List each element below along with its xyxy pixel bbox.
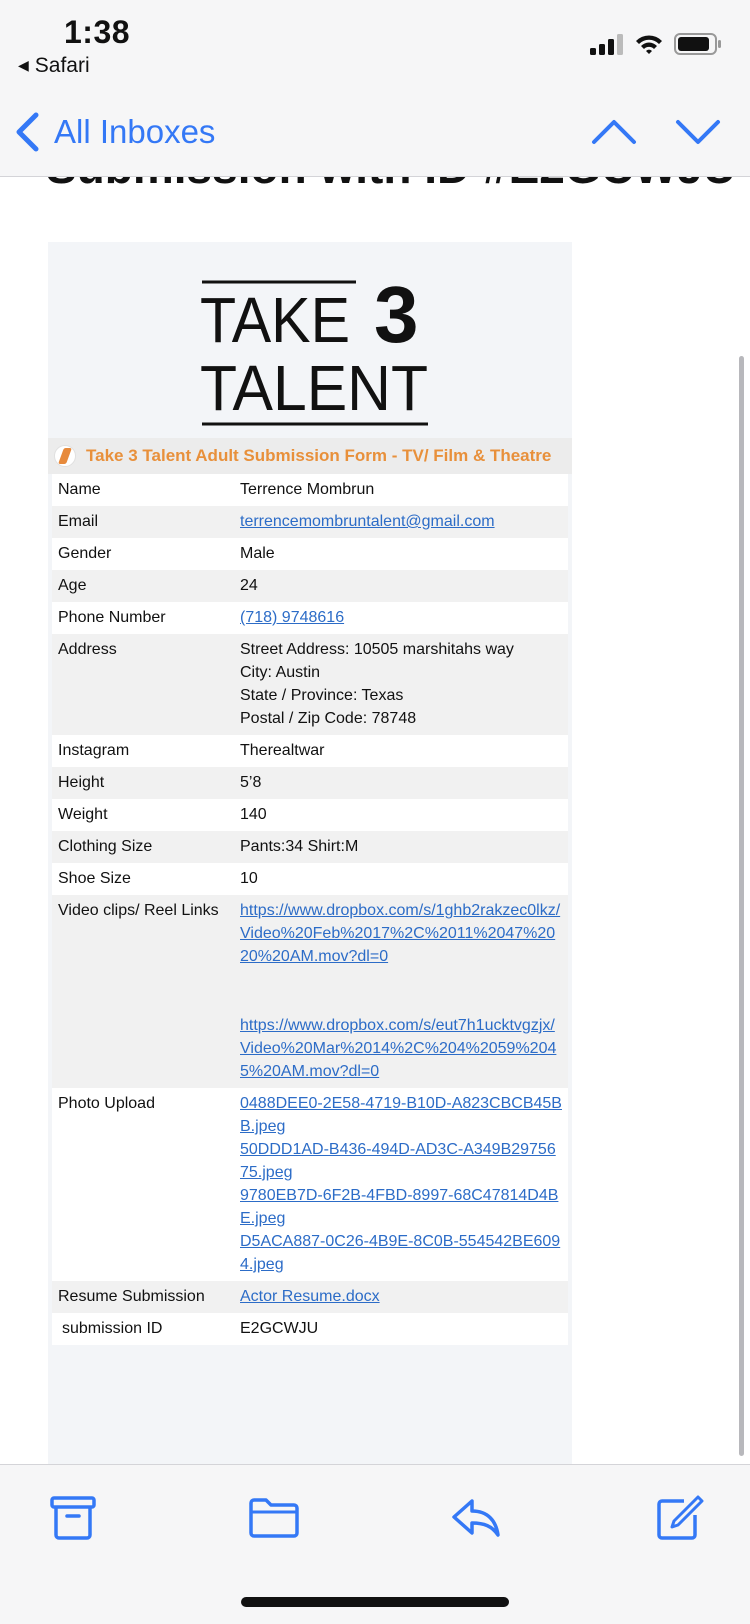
field-value: 5’8 <box>240 774 262 791</box>
photo-link[interactable]: 9780EB7D-6F2B-4FBD-8997-68C47814D4BE.jpeg <box>240 1187 559 1227</box>
resume-link[interactable]: Actor Resume.docx <box>240 1288 380 1305</box>
address-value <box>240 638 568 730</box>
field-value: 24 <box>240 577 258 594</box>
logo-graphic <box>160 242 460 438</box>
field-value: Pants:34 Shirt:M <box>240 838 359 855</box>
field-value: Terrence Mombrun <box>240 481 375 498</box>
photo-link[interactable]: D5ACA887-0C26-4B9E-8C0B-554542BE6094.jpeg <box>240 1233 561 1273</box>
back-app-label: Safari <box>34 54 90 77</box>
field-label: Clothing Size <box>58 838 153 855</box>
field-label: Photo Upload <box>58 1095 155 1112</box>
field-label: Phone Number <box>58 609 166 626</box>
field-label: Height <box>58 774 105 791</box>
field-value: 140 <box>240 806 267 823</box>
status-bar <box>0 0 750 100</box>
field-value: Male <box>240 545 275 562</box>
reply-icon[interactable] <box>450 1495 502 1541</box>
address-street: Street Address: 10505 marshitahs way <box>240 641 514 658</box>
photo-link[interactable]: 0488DEE0-2E58-4719-B10D-A823CBCB45BB.jpeg <box>240 1095 562 1135</box>
field-label: Resume Submission <box>58 1288 205 1305</box>
status-icons <box>590 32 722 56</box>
link-spacer <box>240 968 564 1014</box>
field-label: Email <box>58 513 99 530</box>
back-triangle-icon: ◀ <box>18 57 29 73</box>
field-row-phone <box>52 602 568 634</box>
field-row-resume <box>52 1281 568 1313</box>
field-label: Video clips/ Reel Links <box>58 902 219 919</box>
video-links <box>240 899 568 1083</box>
cellular-signal-icon <box>590 33 624 55</box>
field-row-video-links <box>52 895 568 1088</box>
battery-icon <box>674 32 722 56</box>
address-city: City: Austin <box>240 664 321 681</box>
chevron-left-icon <box>14 112 40 152</box>
field-row-gender <box>52 538 568 570</box>
wifi-icon <box>634 33 664 55</box>
field-row-clothing-size <box>52 831 568 863</box>
archive-icon[interactable] <box>48 1495 98 1541</box>
address-zip: Postal / Zip Code: 78748 <box>240 710 417 727</box>
mail-nav-bar <box>0 100 750 177</box>
all-inboxes-label: All Inboxes <box>54 113 216 150</box>
field-value: E2GCWJU <box>240 1320 319 1337</box>
svg-text:TALENT: TALENT <box>200 352 428 424</box>
field-label: Weight <box>58 806 108 823</box>
field-row-submission-id <box>52 1313 568 1345</box>
scroll-indicator[interactable] <box>739 356 744 1456</box>
svg-text:3: 3 <box>374 270 419 359</box>
field-label: Address <box>58 641 117 658</box>
submission-fields-table <box>52 474 568 1345</box>
phone-link[interactable]: (718) 9748616 <box>240 609 345 626</box>
field-label: Gender <box>58 545 112 562</box>
email-link[interactable]: terrencemombruntalent@gmail.com <box>240 513 495 530</box>
all-inboxes-back-button[interactable] <box>14 110 215 154</box>
field-value: Therealtwar <box>240 742 325 759</box>
field-label: submission ID <box>62 1320 163 1337</box>
photo-links <box>240 1092 568 1276</box>
field-row-instagram <box>52 735 568 767</box>
form-logo-icon <box>54 445 76 467</box>
message-nav-arrows <box>590 114 722 148</box>
field-row-address <box>52 634 568 735</box>
mail-toolbar <box>0 1464 750 1624</box>
field-label: Instagram <box>58 742 130 759</box>
field-label: Name <box>58 481 101 498</box>
chevron-down-icon[interactable] <box>674 114 722 148</box>
field-label: Shoe Size <box>58 870 131 887</box>
folder-icon[interactable] <box>248 1495 300 1541</box>
home-indicator[interactable] <box>241 1597 509 1607</box>
field-row-height <box>52 767 568 799</box>
form-title-row <box>48 438 572 474</box>
address-state: State / Province: Texas <box>240 687 404 704</box>
photo-link[interactable]: 50DDD1AD-B436-494D-AD3C-A349B2975675.jpeg <box>240 1141 556 1181</box>
video-link[interactable]: https://www.dropbox.com/s/1ghb2rakzec0lkz/Video%20Feb%2017%2C%2011%2047%2020%20AM.mov?dl=0 <box>240 902 561 965</box>
field-row-age <box>52 570 568 602</box>
field-row-email <box>52 506 568 538</box>
field-row-name <box>52 474 568 506</box>
compose-icon[interactable] <box>654 1495 704 1541</box>
field-row-weight <box>52 799 568 831</box>
form-title: Take 3 Talent Adult Submission Form - TV/ Film & Theatre <box>86 446 552 465</box>
email-body-card <box>48 242 572 1464</box>
status-time: 1:38 <box>64 14 131 50</box>
back-to-app-link[interactable] <box>18 54 90 78</box>
field-row-shoe-size <box>52 863 568 895</box>
svg-text:TAKE: TAKE <box>200 284 350 356</box>
field-value: 10 <box>240 870 258 887</box>
field-row-photo-upload <box>52 1088 568 1281</box>
video-link[interactable]: https://www.dropbox.com/s/eut7h1ucktvgzjx/Video%20Mar%2014%2C%204%2059%2045%20AM.mov?dl=0 <box>240 1017 557 1080</box>
field-label: Age <box>58 577 87 594</box>
take-3-talent-logo <box>48 242 572 438</box>
chevron-up-icon[interactable] <box>590 114 638 148</box>
